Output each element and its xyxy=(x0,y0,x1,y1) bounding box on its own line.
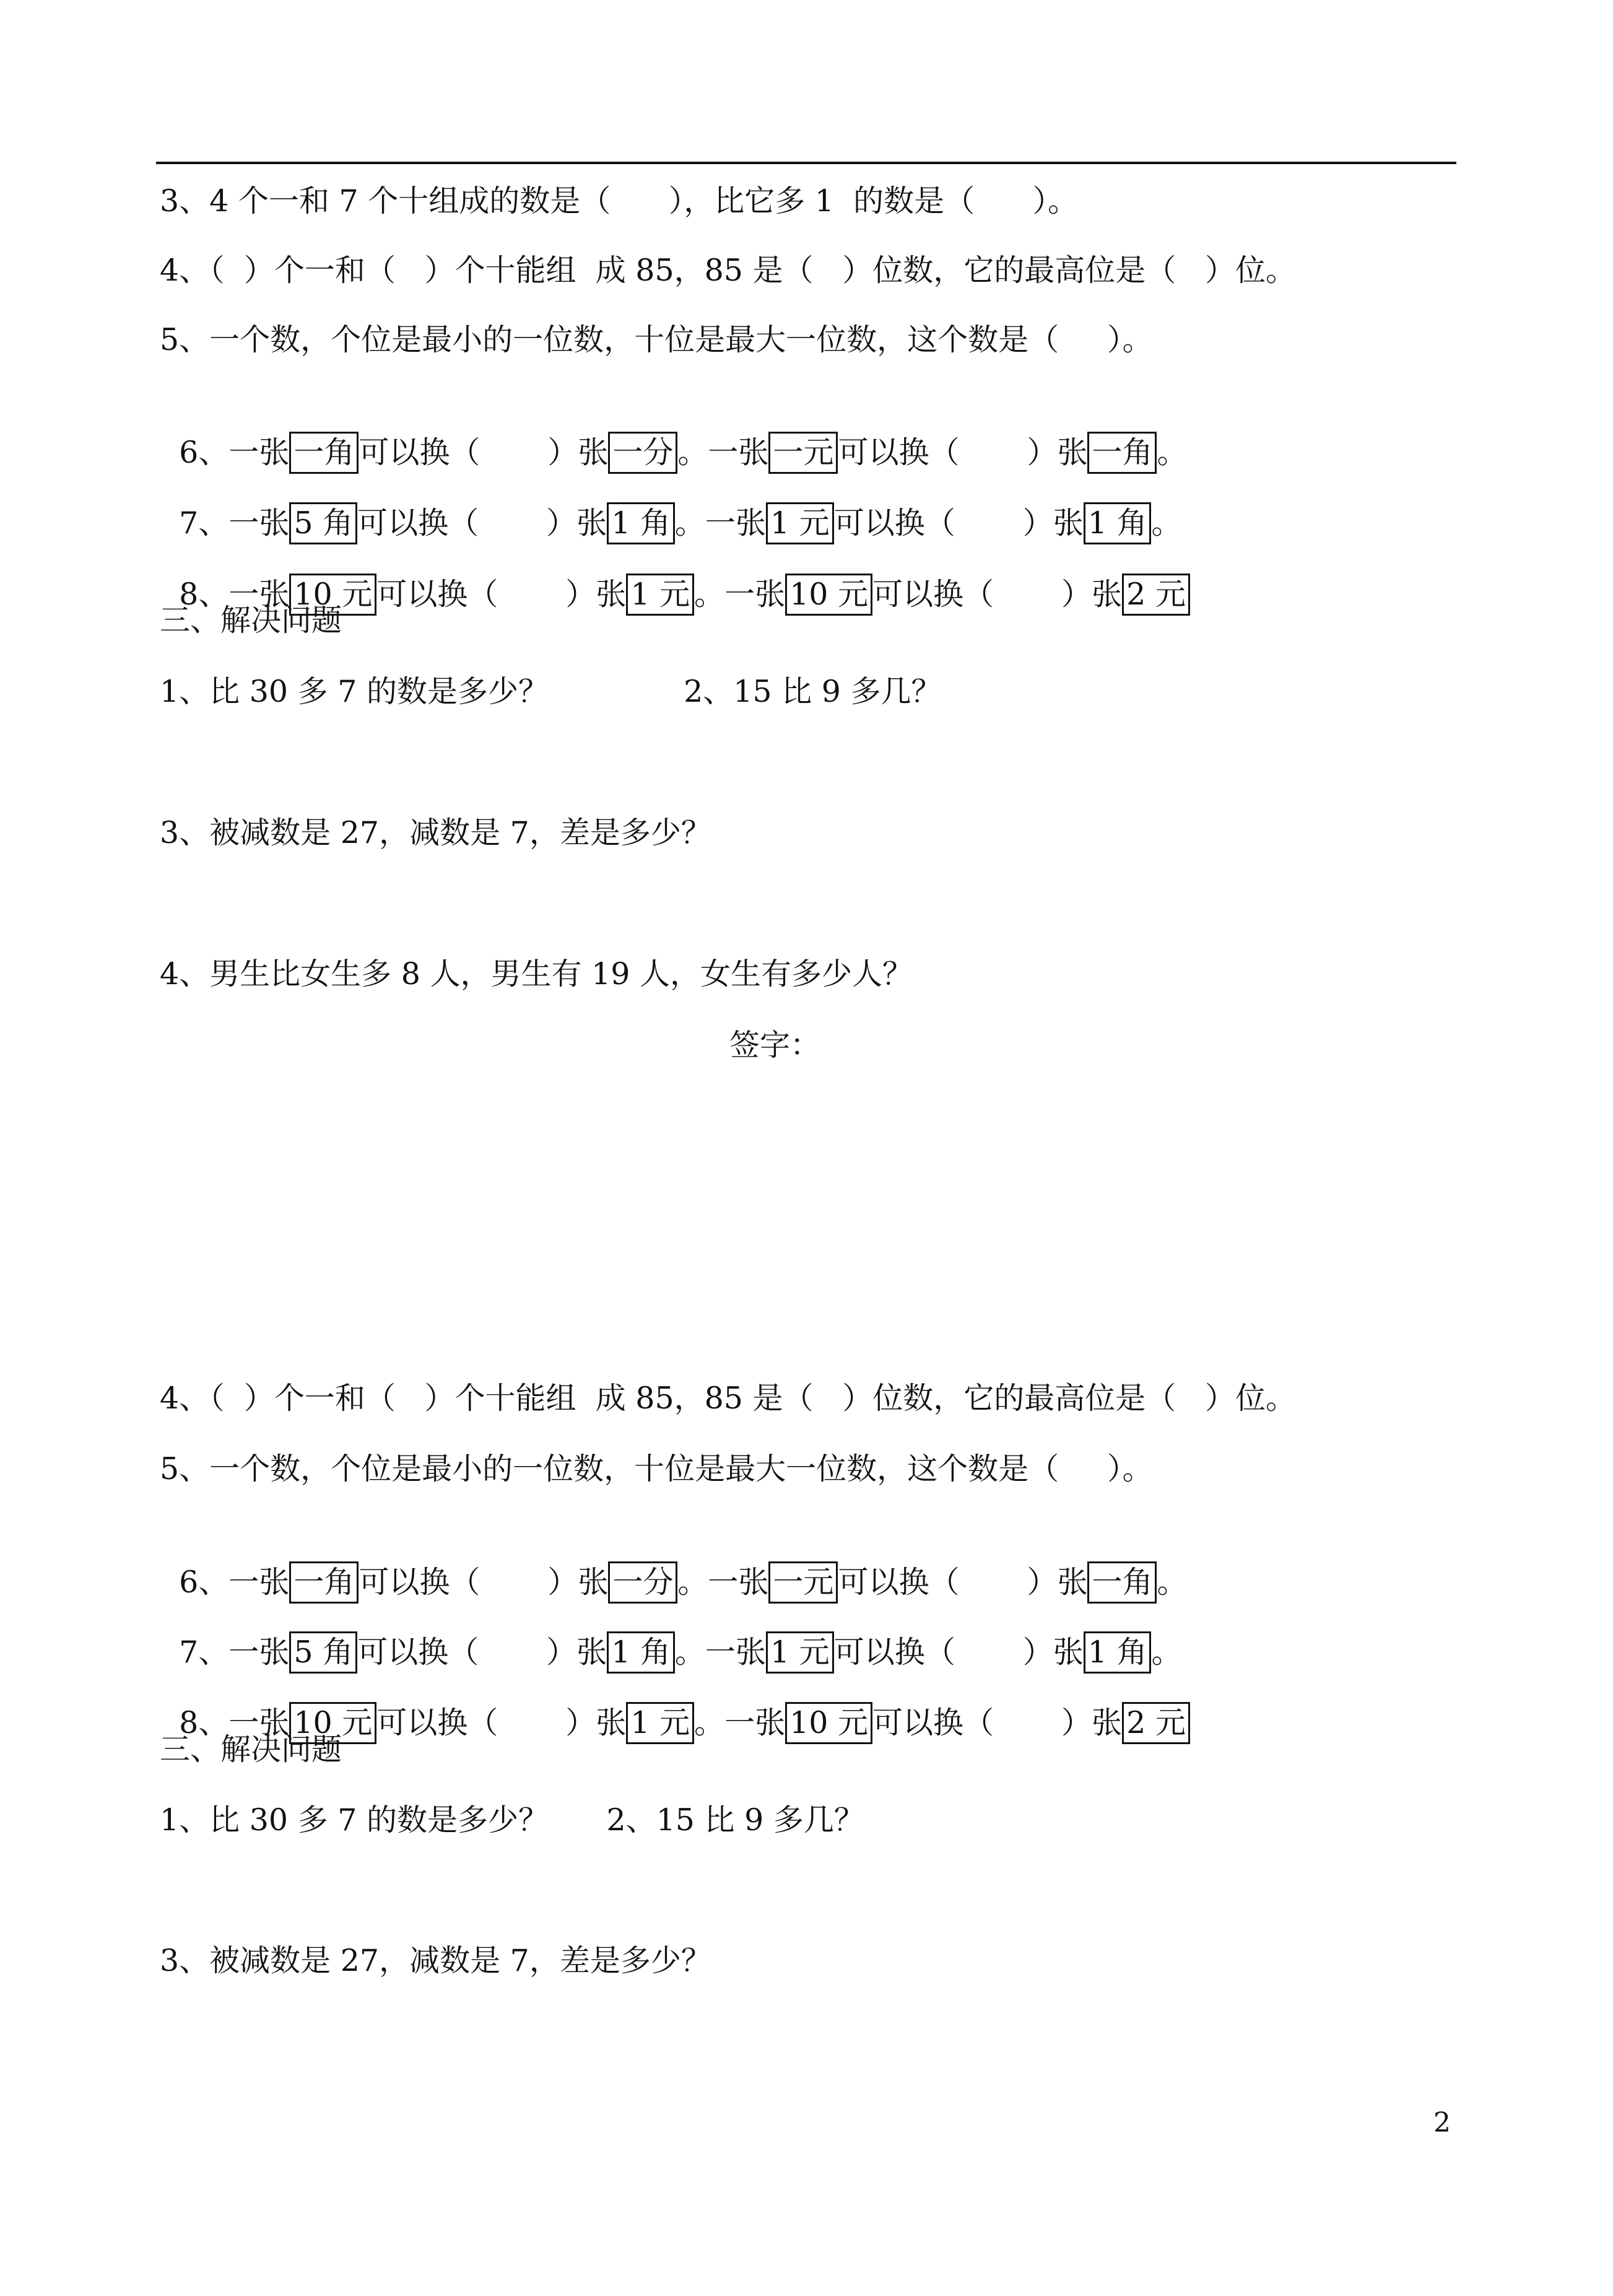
signature-label: 签字： xyxy=(729,1028,821,1063)
question-4: 4、（ ）个一和（ ）个十能组 成 85，85 是（ ）位数，它的最高位是（ ）位。 xyxy=(160,253,1297,288)
money-box: 一元 xyxy=(768,432,838,474)
header-rule xyxy=(156,162,1456,164)
money-box: 1 元 xyxy=(626,574,694,616)
question-7: 7、一张 5 角 可以换（ ）张 1 角 。一张 1 元 可以换（ ）张 1 角 。 xyxy=(160,458,1182,545)
money-box: 1 角 xyxy=(1084,502,1152,544)
money-box: 一角 xyxy=(289,1561,359,1604)
money-box: 一角 xyxy=(1087,1561,1157,1604)
question-3: 3、4 个一和 7 个十组成的数是（ ），比它多 1 的数是（ ）。 xyxy=(160,183,1079,219)
question-8: 8、一张 10 元 可以换（ ）张 1 元 。一张 10 元 可以换（ ）张 2 元 xyxy=(160,530,1190,616)
money-box: 10 元 xyxy=(289,574,376,616)
money-box: 一角 xyxy=(289,432,359,474)
problem-1-2: 1、比 30 多 7 的数是多少？ 2、15 比 9 多几？ xyxy=(160,1802,864,1838)
money-box: 一元 xyxy=(768,1561,838,1604)
question-5: 5、一个数，个位是最小的一位数，十位是最大一位数，这个数是（ ）。 xyxy=(160,1451,1153,1486)
money-box: 2 元 xyxy=(1122,1702,1190,1744)
question-7: 7、一张 5 角 可以换（ ）张 1 角 。一张 1 元 可以换（ ）张 1 角 。 xyxy=(160,1587,1182,1674)
money-box: 一角 xyxy=(1087,432,1157,474)
money-box: 1 角 xyxy=(607,502,675,544)
money-box: 10 元 xyxy=(785,574,872,616)
money-box: 一分 xyxy=(608,1561,677,1604)
question-8: 8、一张 10 元 可以换（ ）张 1 元 。一张 10 元 可以换（ ）张 2 元 xyxy=(160,1658,1190,1745)
problem-3: 3、被减数是 27，减数是 7，差是多少？ xyxy=(160,1943,711,1978)
problem-3: 3、被减数是 27，减数是 7，差是多少？ xyxy=(160,815,711,850)
problem-1-2: 1、比 30 多 7 的数是多少？ 2、15 比 9 多几？ xyxy=(160,674,942,709)
problem-4: 4、男生比女生多 8 人，男生有 19 人，女生有多少人？ xyxy=(160,956,913,992)
money-box: 5 角 xyxy=(289,502,357,544)
money-box: 1 元 xyxy=(766,1631,834,1674)
question-6: 6、一张 一角 可以换（ ）张 一分 。一张 一元 可以换（ ）张 一角 。 xyxy=(160,388,1188,474)
money-box: 1 元 xyxy=(626,1702,694,1744)
money-box: 10 元 xyxy=(785,1702,872,1744)
section-heading: 三、解决问题 xyxy=(160,1732,342,1767)
page-number: 2 xyxy=(1433,2107,1451,2139)
money-box: 1 元 xyxy=(766,502,834,544)
money-box: 1 角 xyxy=(607,1631,675,1674)
question-5: 5、一个数，个位是最小的一位数，十位是最大一位数，这个数是（ ）。 xyxy=(160,322,1153,357)
money-box: 5 角 xyxy=(289,1631,357,1674)
section-heading: 三、解决问题 xyxy=(160,603,342,638)
question-4: 4、（ ）个一和（ ）个十能组 成 85，85 是（ ）位数，它的最高位是（ ）位。 xyxy=(160,1381,1297,1416)
money-box: 10 元 xyxy=(289,1702,376,1744)
question-6: 6、一张 一角 可以换（ ）张 一分 。一张 一元 可以换（ ）张 一角 。 xyxy=(160,1517,1188,1604)
money-box: 一分 xyxy=(608,432,677,474)
money-box: 1 角 xyxy=(1084,1631,1152,1674)
money-box: 2 元 xyxy=(1122,574,1190,616)
